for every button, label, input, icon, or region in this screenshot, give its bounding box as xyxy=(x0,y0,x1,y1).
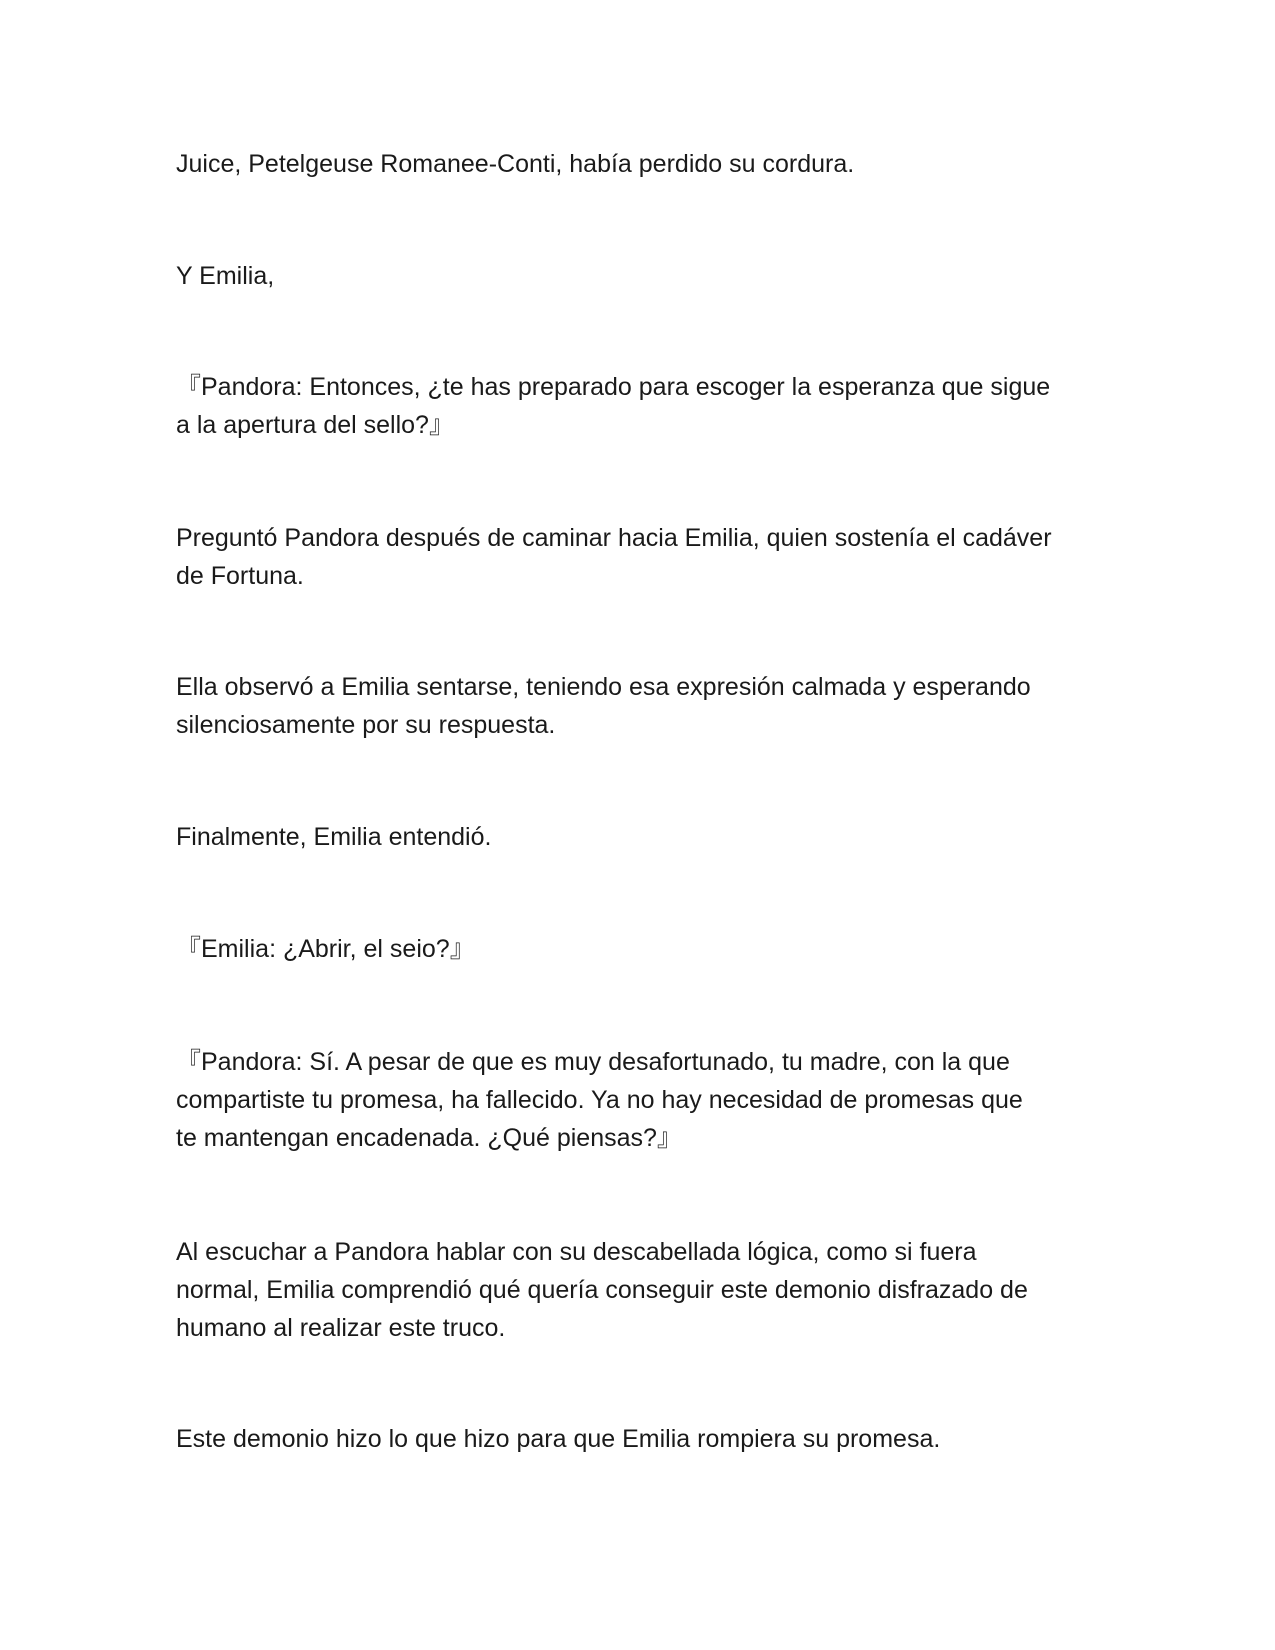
paragraph-9 xyxy=(176,1233,1106,1347)
paragraph-line: Finalmente, Emilia entendió. xyxy=(176,823,492,851)
paragraph-line: Ella observó a Emilia sentarse, teniendo esa expresión calmada y esperando xyxy=(176,673,1031,701)
paragraph-line: silenciosamente por su respuesta. xyxy=(176,711,556,739)
paragraph-6 xyxy=(176,818,1106,856)
paragraph-line: Y Emilia, xyxy=(176,262,275,290)
paragraph-line: 『Pandora: Entonces, ¿te has preparado para escoger la esperanza que sigue xyxy=(176,373,1051,401)
paragraph-line: 『Emilia: ¿Abrir, el seio?』 xyxy=(176,935,475,963)
paragraph-2 xyxy=(176,257,1106,295)
paragraph-line: Este demonio hizo lo que hizo para que Emilia rompiera su promesa. xyxy=(176,1425,941,1453)
paragraph-line: te mantengan encadenada. ¿Qué piensas?』 xyxy=(176,1124,682,1152)
paragraph-3-dialogue xyxy=(176,368,1106,444)
paragraph-line: a la apertura del sello?』 xyxy=(176,411,454,439)
paragraph-5 xyxy=(176,668,1106,744)
paragraph-8-dialogue xyxy=(176,1043,1106,1157)
paragraph-line: de Fortuna. xyxy=(176,562,304,590)
paragraph-line: Preguntó Pandora después de caminar hacia Emilia, quien sostenía el cadáver xyxy=(176,524,1052,552)
paragraph-10 xyxy=(176,1420,1106,1458)
paragraph-7-dialogue xyxy=(176,930,1106,968)
paragraph-line: normal, Emilia comprendió qué quería conseguir este demonio disfrazado de xyxy=(176,1276,1028,1304)
paragraph-line: humano al realizar este truco. xyxy=(176,1314,506,1342)
paragraph-line: Al escuchar a Pandora hablar con su descabellada lógica, como si fuera xyxy=(176,1238,977,1266)
paragraph-4 xyxy=(176,519,1106,595)
paragraph-line: compartiste tu promesa, ha fallecido. Ya no hay necesidad de promesas que xyxy=(176,1086,1023,1114)
paragraph-1 xyxy=(176,145,1106,183)
paragraph-line: 『Pandora: Sí. A pesar de que es muy desafortunado, tu madre, con la que xyxy=(176,1048,1010,1076)
paragraph-line: Juice, Petelgeuse Romanee-Conti, había perdido su cordura. xyxy=(176,150,855,178)
